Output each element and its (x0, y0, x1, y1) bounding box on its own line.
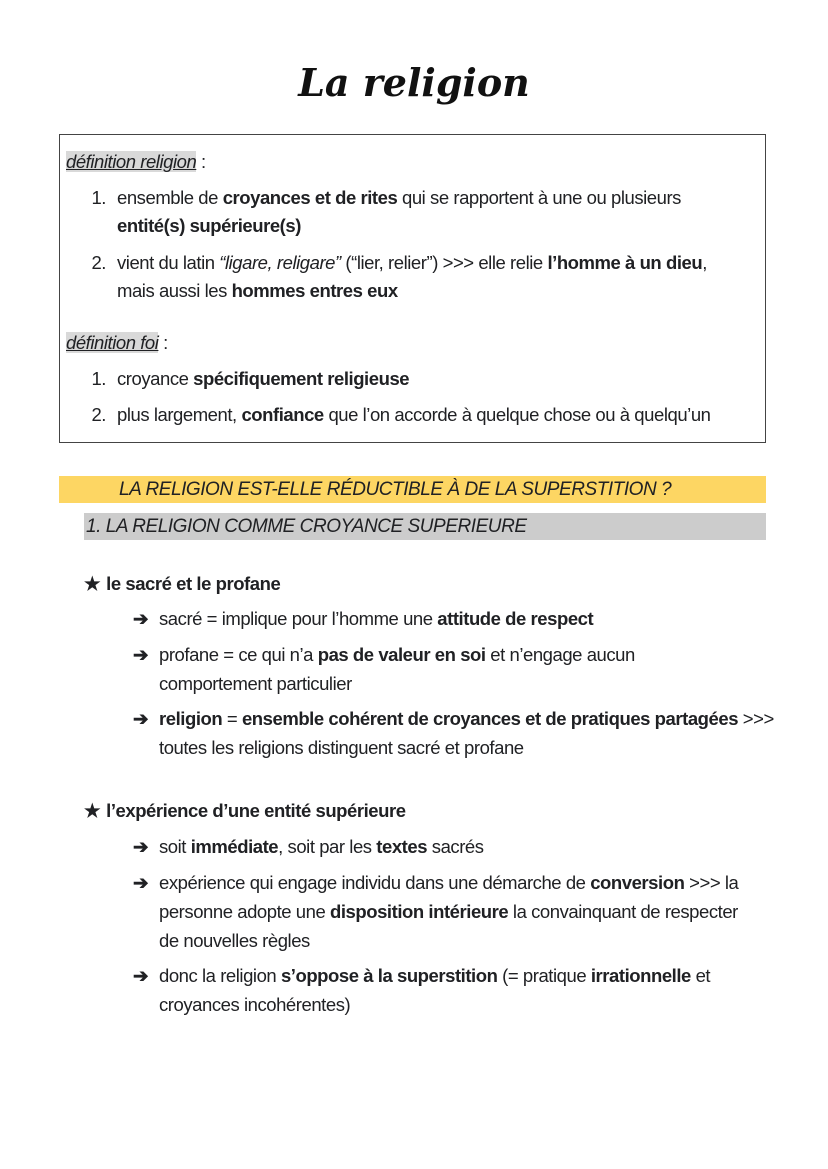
text-segment: “ligare, religare” (219, 252, 341, 273)
definition-label: définition religion (66, 151, 197, 172)
definition-label: définition foi (66, 332, 159, 353)
text-segment: qui se rapportent à une ou plusieurs (397, 187, 681, 208)
text-segment: profane = ce qui n’a (159, 644, 318, 665)
text-segment: mais aussi les (117, 280, 232, 301)
list-number: 1. (91, 368, 106, 389)
bold-text: spécifiquement religieuse (193, 368, 410, 389)
text-segment: croyances incohérentes) (159, 994, 351, 1015)
text-segment: >>> la (684, 872, 739, 893)
section-heading-text: l’expérience d’une entité supérieure (106, 800, 406, 821)
bold-text: immédiate (190, 836, 279, 857)
text-line (117, 280, 398, 302)
text-segment: (= pratique (497, 965, 591, 986)
section-title: 1. LA RELIGION COMME CROYANCE SUPERIEURE (86, 516, 527, 537)
arrow-icon: ➔ (133, 708, 149, 729)
bold-text: croyances et de rites (222, 187, 398, 208)
bold-text: religion (159, 708, 223, 729)
section-heading (84, 800, 406, 822)
text-segment: vient du latin (117, 252, 220, 273)
text-segment: donc la religion (159, 965, 281, 986)
arrow-icon: ➔ (133, 836, 149, 857)
text-segment: , (702, 252, 707, 273)
bold-text: conversion (590, 872, 685, 893)
text-line (117, 252, 707, 274)
text-segment: et (690, 965, 711, 986)
text-line (117, 404, 711, 426)
bold-text: pas de valeur en soi (317, 644, 486, 665)
text-segment: , soit par les (278, 836, 377, 857)
text-line (117, 368, 409, 390)
text-segment: sacrés (427, 836, 484, 857)
colon: : (158, 332, 168, 353)
section-heading (84, 573, 280, 595)
arrow-icon: ➔ (133, 608, 149, 629)
text-segment: de nouvelles règles (159, 930, 310, 951)
bold-text: ensemble cohérent de croyances et de pratiques partagées (241, 708, 739, 729)
text-segment: >>> (738, 708, 774, 729)
text-segment: soit (159, 836, 191, 857)
text-line (117, 215, 301, 237)
definition-heading (66, 332, 168, 354)
text-line (159, 901, 738, 923)
section-heading-text: le sacré et le profane (106, 573, 281, 594)
text-segment: et n’engage aucun (485, 644, 635, 665)
bold-text: entité(s) supérieure(s) (117, 215, 301, 236)
text-segment: toutes les religions distinguent sacré et profane (159, 737, 524, 758)
bold-text: confiance (241, 404, 324, 425)
page-title: La religion (298, 60, 530, 105)
bold-text: attitude de respect (437, 608, 594, 629)
text-segment: sacré = implique pour l’homme une (159, 608, 438, 629)
bold-text: hommes entres eux (231, 280, 398, 301)
text-segment: = (222, 708, 242, 729)
text-line (159, 965, 710, 987)
text-segment: ensemble de (117, 187, 223, 208)
text-line (159, 872, 738, 894)
text-line (159, 930, 310, 952)
list-number: 2. (91, 252, 106, 273)
definition-heading (66, 151, 206, 173)
text-line (159, 737, 524, 759)
text-segment: la convainquant de respecter (508, 901, 738, 922)
bold-text: disposition intérieure (330, 901, 509, 922)
question-bar (59, 476, 766, 503)
text-segment: comportement particulier (159, 673, 352, 694)
text-line (159, 708, 774, 730)
text-segment: croyance (117, 368, 194, 389)
text-line (159, 644, 635, 666)
arrow-icon: ➔ (133, 644, 149, 665)
list-number: 1. (91, 187, 106, 208)
arrow-icon: ➔ (133, 872, 149, 893)
text-line (117, 187, 681, 209)
bold-text: l’homme à un dieu (547, 252, 703, 273)
list-number: 2. (91, 404, 106, 425)
text-segment: (“lier, relier”) >>> elle relie (340, 252, 548, 273)
bold-text: textes (376, 836, 428, 857)
bold-text: irrationnelle (590, 965, 691, 986)
star-icon: ★ (84, 573, 101, 594)
text-segment: personne adopte une (159, 901, 331, 922)
text-segment: que l’on accorde à quelque chose ou à quelqu’un (323, 404, 711, 425)
bold-text: s’oppose à la superstition (280, 965, 498, 986)
colon: : (196, 151, 206, 172)
section-bar (84, 513, 766, 540)
text-line (159, 994, 350, 1016)
star-icon: ★ (84, 800, 101, 821)
arrow-icon: ➔ (133, 965, 149, 986)
text-line (159, 608, 593, 630)
text-line (159, 836, 484, 858)
question-text: LA RELIGION EST-ELLE RÉDUCTIBLE À DE LA SUPERSTITION ? (119, 479, 672, 500)
text-segment: plus largement, (117, 404, 242, 425)
text-line (159, 673, 352, 695)
text-segment: expérience qui engage individu dans une démarche de (159, 872, 591, 893)
